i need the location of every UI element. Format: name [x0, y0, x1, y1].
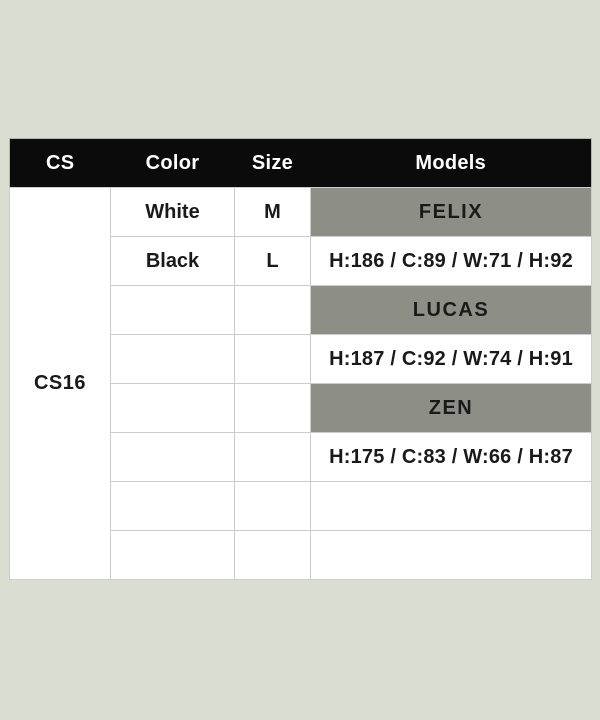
column-header-models: Models — [311, 139, 592, 188]
model-name-cell: ZEN — [311, 384, 592, 433]
model-cell-empty — [311, 482, 592, 531]
color-cell — [111, 531, 235, 580]
size-cell — [235, 335, 311, 384]
size-chart-table — [9, 138, 592, 580]
table-header — [10, 139, 592, 188]
model-measurements-cell: H:175 / C:83 / W:66 / H:87 — [311, 433, 592, 482]
cs-code-cell: CS16 — [10, 188, 111, 580]
color-cell: Black — [111, 237, 235, 286]
size-cell — [235, 482, 311, 531]
size-chart — [9, 138, 592, 580]
header-row — [10, 139, 592, 188]
color-cell — [111, 433, 235, 482]
model-cell-empty — [311, 531, 592, 580]
size-cell — [235, 531, 311, 580]
color-cell — [111, 384, 235, 433]
column-header-color: Color — [111, 139, 235, 188]
size-cell: L — [235, 237, 311, 286]
size-cell: M — [235, 188, 311, 237]
table-body — [10, 188, 592, 580]
color-cell: White — [111, 188, 235, 237]
table-row — [10, 188, 592, 237]
model-name-cell: LUCAS — [311, 286, 592, 335]
model-measurements-cell: H:187 / C:92 / W:74 / H:91 — [311, 335, 592, 384]
size-cell — [235, 433, 311, 482]
column-header-cs: CS — [10, 139, 111, 188]
model-measurements-cell: H:186 / C:89 / W:71 / H:92 — [311, 237, 592, 286]
size-cell — [235, 286, 311, 335]
size-cell — [235, 384, 311, 433]
color-cell — [111, 482, 235, 531]
model-name-cell: FELIX — [311, 188, 592, 237]
color-cell — [111, 286, 235, 335]
color-cell — [111, 335, 235, 384]
column-header-size: Size — [235, 139, 311, 188]
